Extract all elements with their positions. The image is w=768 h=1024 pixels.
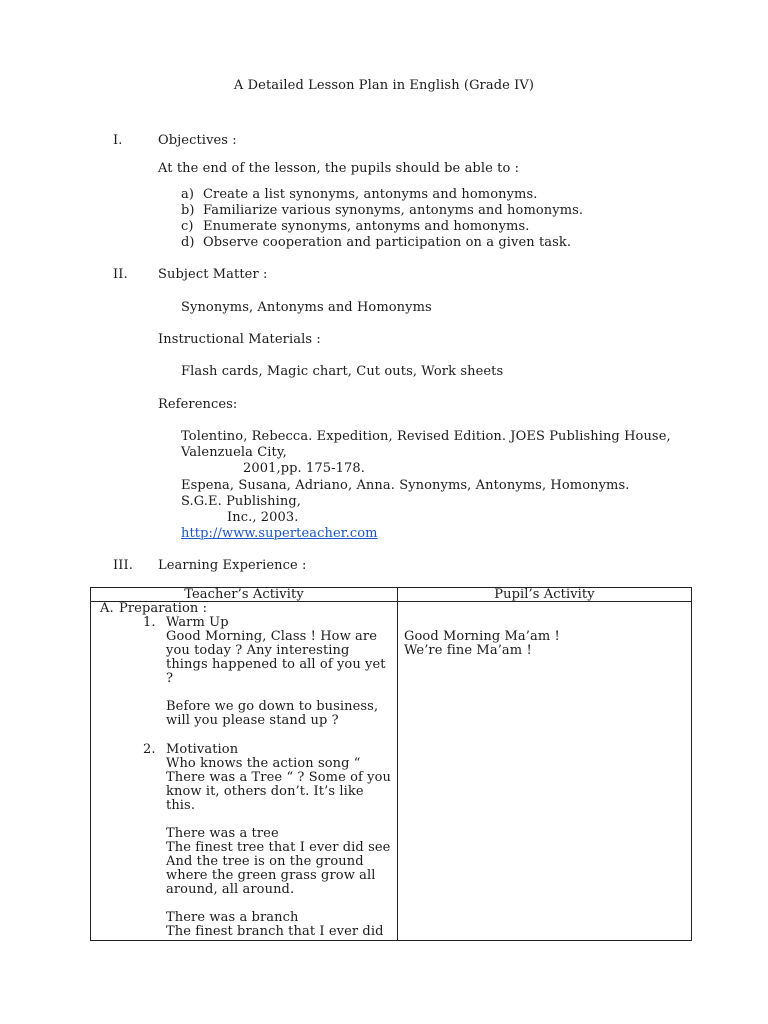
materials-list: Flash cards, Magic chart, Cut outs, Work sheets: [181, 364, 504, 379]
section-letter: A.: [100, 602, 114, 616]
pupil-response-line: We’re fine Ma’am !: [404, 643, 532, 658]
preparation-label: Preparation :: [119, 602, 208, 616]
warm-up-line: Good Morning, Class ! How are: [166, 629, 378, 644]
warm-up-line: ?: [166, 671, 174, 686]
table-header-row: [91, 588, 692, 602]
table-row: [91, 602, 692, 941]
objective-text: Create a list synonyms, antonyms and homonyms.: [203, 187, 538, 202]
song-line: There was a branch: [166, 910, 299, 925]
pupil-activity-header: Pupil’s Activity: [398, 588, 692, 602]
motivation-line: There was a Tree “ ? Some of you: [166, 770, 392, 785]
references-heading: References:: [158, 397, 238, 412]
reference-line: 2001,pp. 175-178.: [243, 461, 365, 476]
reference-line: Valenzuela City,: [181, 445, 287, 460]
pupil-response-line: Good Morning Ma’am !: [404, 629, 560, 644]
song-line: And the tree is on the ground: [166, 854, 364, 869]
objective-letter: c): [181, 219, 194, 234]
objective-letter: d): [181, 235, 195, 250]
motivation-line: this.: [166, 798, 196, 813]
song-line: The finest branch that I ever did: [166, 924, 384, 939]
reference-link[interactable]: http://www.superteacher.com: [181, 526, 378, 541]
objectives-intro: At the end of the lesson, the pupils should be able to :: [158, 161, 520, 176]
motivation-line: know it, others don’t. It’s like: [166, 784, 364, 799]
learning-experience-heading: Learning Experience :: [158, 558, 307, 573]
reference-line: Inc., 2003.: [227, 510, 299, 525]
warm-up-line: Before we go down to business,: [166, 699, 379, 714]
objective-text: Familiarize various synonyms, antonyms and homonyms.: [203, 203, 584, 218]
materials-heading: Instructional Materials :: [158, 332, 321, 347]
warm-up-label: Warm Up: [166, 615, 229, 630]
page-title: A Detailed Lesson Plan in English (Grade IV): [233, 78, 535, 93]
objective-letter: a): [181, 187, 195, 202]
warm-up-line: you today ? Any interesting: [166, 643, 350, 658]
reference-line: Espena, Susana, Adriano, Anna. Synonyms, Antonyms, Homonyms.: [181, 478, 630, 493]
activity-table: [90, 587, 692, 941]
objective-text: Observe cooperation and participation on a given task.: [203, 235, 572, 250]
step-number: 1.: [143, 615, 156, 630]
objectives-heading: Objectives :: [158, 133, 237, 148]
objective-letter: b): [181, 203, 195, 218]
section-numeral-objectives: I.: [113, 133, 123, 148]
subject-matter-heading: Subject Matter :: [158, 267, 268, 282]
motivation-line: Who knows the action song “: [166, 756, 361, 771]
warm-up-line: things happened to all of you yet: [166, 657, 386, 672]
song-line: where the green grass grow all: [166, 868, 376, 883]
section-numeral-learning: III.: [113, 558, 133, 573]
song-line: The finest tree that I ever did see: [166, 840, 391, 855]
warm-up-line: will you please stand up ?: [166, 713, 339, 728]
subject-topic: Synonyms, Antonyms and Homonyms: [181, 300, 432, 315]
pupil-activity-cell: [398, 602, 692, 941]
song-line: around, all around.: [166, 882, 295, 897]
section-numeral-subject: II.: [113, 267, 128, 282]
reference-line: S.G.E. Publishing,: [181, 494, 301, 509]
motivation-label: Motivation: [166, 742, 239, 757]
step-number: 2.: [143, 742, 156, 757]
reference-line: Tolentino, Rebecca. Expedition, Revised Edition. JOES Publishing House,: [181, 429, 671, 444]
teacher-activity-cell: [91, 602, 398, 941]
objective-text: Enumerate synonyms, antonyms and homonyms.: [203, 219, 530, 234]
teacher-activity-header: Teacher’s Activity: [91, 588, 398, 602]
song-line: There was a tree: [166, 826, 279, 841]
